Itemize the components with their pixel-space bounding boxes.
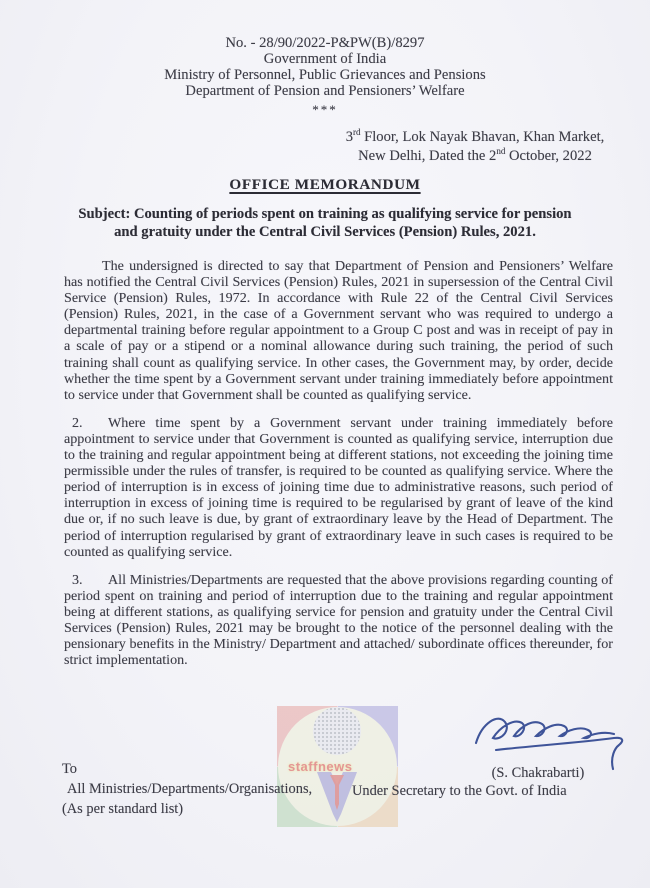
addressee-note: (As per standard list) bbox=[62, 801, 184, 817]
org-line-government: Government of India bbox=[263, 51, 387, 67]
reference-number: No. - 28/90/2022-P&PW(B)/8297 bbox=[225, 35, 425, 51]
ordinal-superscript: rd bbox=[352, 127, 361, 138]
microphone-ball-icon bbox=[313, 707, 361, 755]
addressee-line: All Ministries/Departments/Organisations, bbox=[67, 781, 313, 797]
signature-scribble bbox=[468, 707, 630, 773]
letterhead bbox=[0, 36, 650, 118]
paragraph-1: The undersigned is directed to say that Department of Pension and Pensioners’ Welfare has notified the Central Civil Services (Pension) Rules, 2021 in supersession of the Central Civil Service (Pension) Rules, 1972. In accordance with Rule 22 of the Central Civil Services (Pension) Rules, 2021, in the case of a Government servant who was required to undergo a departmental training before regular appointment to a Group C post and was in receipt of pay in a scale of pay or a stipend or a nominal allowance during such training, the period of such training shall count as qualifying service. In other cases, the Government may, by order, decide whether the time spent by a Government servant under training immediately before appointment to service under that Government shall be counted as qualifying service. bbox=[64, 258, 613, 403]
watermark-brand-text: staffnews bbox=[288, 759, 353, 774]
paragraph-3-number: 3. bbox=[72, 571, 83, 588]
subject-line-2: and gratuity under the Central Civil Services (Pension) Rules, 2021. bbox=[114, 223, 536, 240]
subject-line-1: Subject: Counting of periods spent on training as qualifying service for pension bbox=[78, 206, 572, 222]
memo-body bbox=[64, 258, 613, 680]
memo-heading: OFFICE MEMORANDUM bbox=[229, 176, 421, 193]
addressee-block bbox=[62, 759, 312, 819]
date-line: New Delhi, Dated the 2nd October, 2022 bbox=[358, 145, 592, 164]
ordinal-superscript: nd bbox=[496, 145, 506, 156]
memo-footer bbox=[0, 695, 650, 888]
address-date-block bbox=[318, 128, 632, 165]
signatory-designation: Under Secretary to the Govt. of India bbox=[352, 783, 567, 799]
subject-block bbox=[60, 206, 590, 241]
to-label: To bbox=[62, 761, 77, 777]
org-line-ministry: Ministry of Personnel, Public Grievances and Pensions bbox=[164, 67, 486, 83]
signatory-name: (S. Chakrabarti) bbox=[491, 765, 585, 781]
paragraph-3: 3. All Ministries/Departments are requested that the above provisions regarding counting of period spent on training and period of interruption due to the training and regular appointment being at different stations, as qualifying service for pension and gratuity under the Central Civil Services (Pension) Rules, 2021 may be brought to the notice of the personnel dealing with the pensionary benefits in the Ministry/ Department and attached/ subordinate offices thereunder, for strict implementation. bbox=[64, 571, 613, 669]
address-line: 3rd Floor, Lok Nayak Bhavan, Khan Market, bbox=[345, 127, 605, 145]
paragraph-2-number: 2. bbox=[72, 414, 83, 431]
paragraph-2: 2. Where time spent by a Government servant under training immediately before appointment to service under that Government is counted as qualifying service, interruption due to the training and regular appointment being at different stations, not exceeding the joining time permissible under the rules of transfer, is required to be counted as qualifying service. Where the period of interruption is in excess of joining time due to administrative reasons, such period of interruption in excess of joining time is required to be regularised by grant of leave of the kind due or, if no such leave is due, by grant of extraordinary leave by the Head of Department. The period of interruption regularised by grant of extraordinary leave in such cases is required to be counted as qualifying service. bbox=[64, 414, 613, 560]
org-line-department: Department of Pension and Pensioners’ Welfare bbox=[185, 83, 465, 99]
separator-stars: *** bbox=[312, 101, 338, 117]
